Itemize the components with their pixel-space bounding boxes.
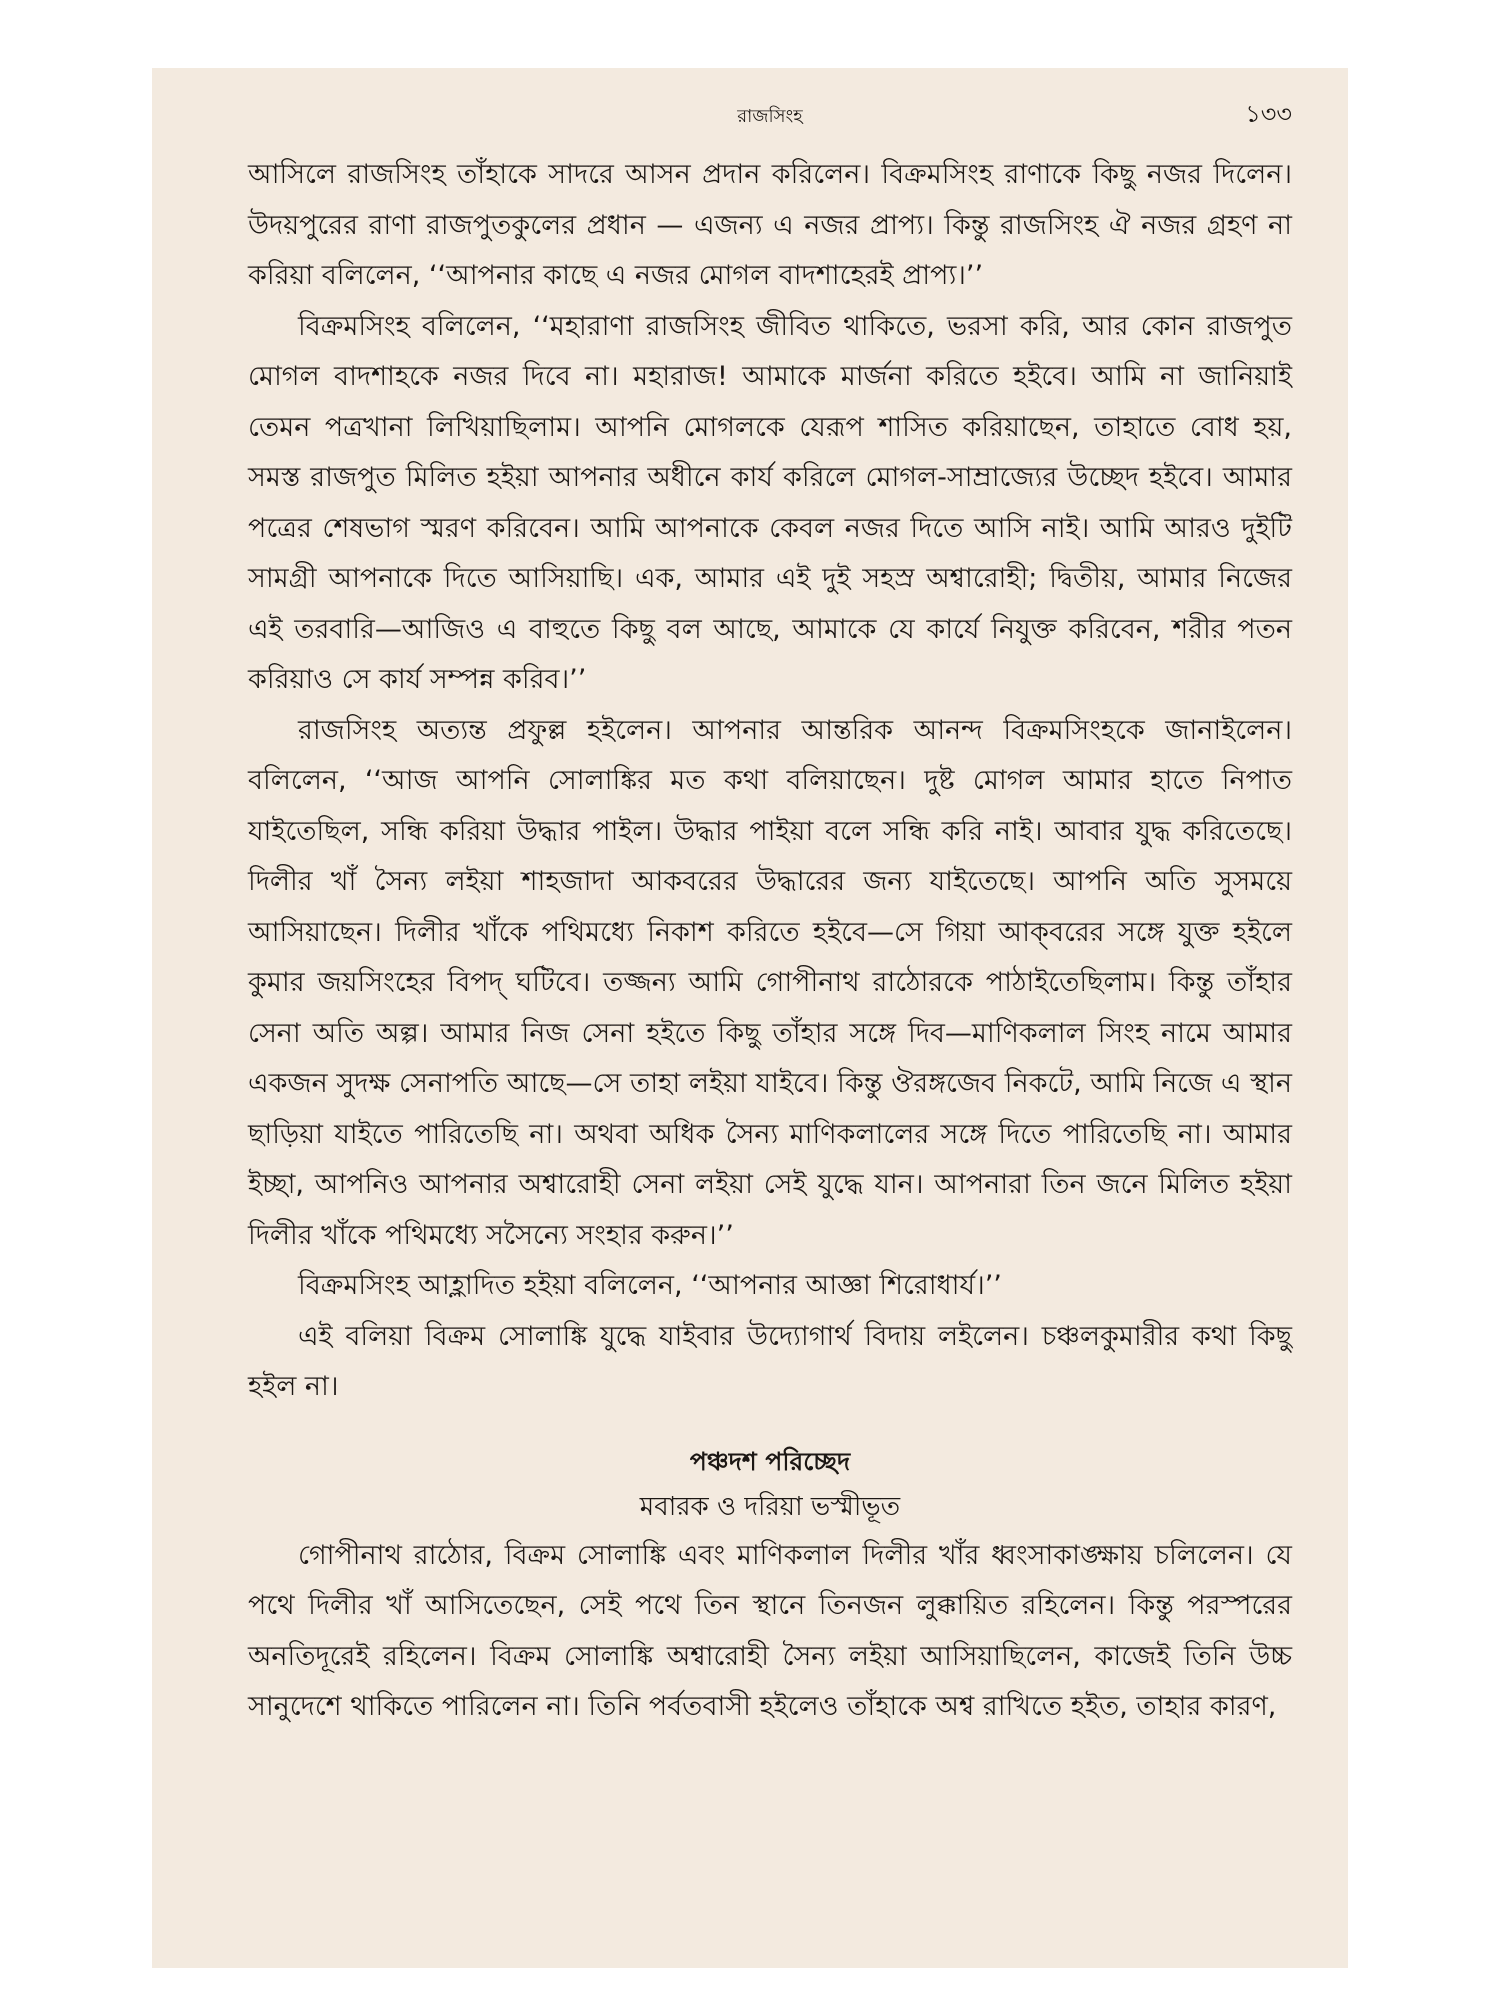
chapter-title: পঞ্চদশ পরিচ্ছেদ [689, 1446, 851, 1476]
book-page [152, 68, 1348, 1968]
chapter-subtitle: মবারক ও দরিয়া ভস্মীভূত [639, 1491, 901, 1522]
paragraph: গোপীনাথ রাঠোর, বিক্রম সোলাঙ্কি এবং মাণিকলাল দিলীর খাঁর ধ্বংসাকাঙ্ক্ষায় চলিলেন। যে পথে দিলীর খাঁ আসিতেছেন, সেই পথে তিন স্থানে তিনজন লুক্কায়িত রহিলেন। কিন্তু পরস্পরের অনতিদূরেই রহিলেন। বিক্রম সোলাঙ্কি অশ্বারোহী সৈন্য লইয়া আসিয়াছিলেন, কাজেই তিনি উচ্চ সানুদেশে থাকিতে পারিলেন না। তিনি পর্বতবাসী হইলেও তাঁহাকে অশ্ব রাখিতে হইত, তাহার কারণ, [248, 1539, 1292, 1722]
paragraph: বিক্রমসিংহ বলিলেন, ‘‘মহারাণা রাজসিংহ জীবিত থাকিতে, ভরসা করি, আর কোন রাজপুত মোগল বাদশাহকে নজর দিবে না। মহারাজ! আমাকে মার্জনা করিতে হইবে। আমি না জানিয়াই তেমন পত্রখানা লিখিয়াছিলাম। আপনি মোগলকে যেরূপ শাসিত করিয়াছেন, তাহাতে বোধ হয়, সমস্ত রাজপুত মিলিত হইয়া আপনার অধীনে কার্য করিলে মোগল-সাম্রাজ্যের উচ্ছেদ হইবে। আমার পত্রের শেষভাগ স্মরণ করিবেন। আমি আপনাকে কেবল নজর দিতে আসি নাই। আমি আরও দুইটি সামগ্রী আপনাকে দিতে আসিয়াছি। এক, আমার এই দুই সহস্র অশ্বারোহী; দ্বিতীয়, আমার নিজের এই তরবারি—আজিও এ বাহুতে কিছু বল আছে, আমাকে যে কার্যে নিযুক্ত করিবেন, শরীর পতন করিয়াও সে কার্য সম্পন্ন করিব।’’ [248, 310, 1292, 695]
paragraph: রাজসিংহ অত্যন্ত প্রফুল্ল হইলেন। আপনার আন্তরিক আনন্দ বিক্রমসিংহকে জানাইলেন। বলিলেন, ‘‘আজ আপনি সোলাঙ্কির মত কথা বলিয়াছেন। দুষ্ট মোগল আমার হাতে নিপাত যাইতেছিল, সন্ধি করিয়া উদ্ধার পাইল। উদ্ধার পাইয়া বলে সন্ধি করি নাই। আবার যুদ্ধ করিতেছে। দিলীর খাঁ সৈন্য লইয়া শাহজাদা আকবরের উদ্ধারের জন্য যাইতেছে। আপনি অতি সুসময়ে আসিয়াছেন। দিলীর খাঁকে পথিমধ্যে নিকাশ করিতে হইবে—সে গিয়া আক্‌বরের সঙ্গে যুক্ত হইলে কুমার জয়সিংহের বিপদ্‌ ঘটিবে। তজ্জন্য আমি গোপীনাথ রাঠোরকে পাঠাইতেছিলাম। কিন্তু তাঁহার সেনা অতি অল্প। আমার নিজ সেনা হইতে কিছু তাঁহার সঙ্গে দিব—মাণিকলাল সিংহ নামে আমার একজন সুদক্ষ সেনাপতি আছে—সে তাহা লইয়া যাইবে। কিন্তু ঔরঙ্গজেব নিকটে, আমি নিজে এ স্থান ছাড়িয়া যাইতে পারিতেছি না। অথবা অধিক সৈন্য মাণিকলালের সঙ্গে দিতে পারিতেছি না। আমার ইচ্ছা, আপনিও আপনার অশ্বারোহী সেনা লইয়া সেই যুদ্ধে যান। আপনারা তিন জনে মিলিত হইয়া দিলীর খাঁকে পথিমধ্যে সসৈন্যে সংহার করুন।’’ [248, 714, 1292, 1251]
paragraph: বিক্রমসিংহ আহ্লাদিত হইয়া বলিলেন, ‘‘আপনার আজ্ঞা শিরোধার্য।’’ [298, 1270, 1002, 1301]
paragraph: এই বলিয়া বিক্রম সোলাঙ্কি যুদ্ধে যাইবার উদ্যোগার্থ বিদায় লইলেন। চঞ্চলকুমারীর কথা কিছু হইল না। [248, 1320, 1292, 1402]
paragraph: আসিলে রাজসিংহ তাঁহাকে সাদরে আসন প্রদান করিলেন। বিক্রমসিংহ রাণাকে কিছু নজর দিলেন। উদয়পুরের রাণা রাজপুতকুলের প্রধান — এজন্য এ নজর প্রাপ্য। কিন্তু রাজসিংহ ঐ নজর গ্রহণ না করিয়া বলিলেন, ‘‘আপনার কাছে এ নজর মোগল বাদশাহেরই প্রাপ্য।’’ [248, 159, 1292, 291]
page-number: ১৩৩ [1245, 100, 1292, 128]
body-text [248, 150, 1292, 1733]
running-title: রাজসিংহ [737, 106, 803, 127]
running-header [248, 88, 1292, 132]
